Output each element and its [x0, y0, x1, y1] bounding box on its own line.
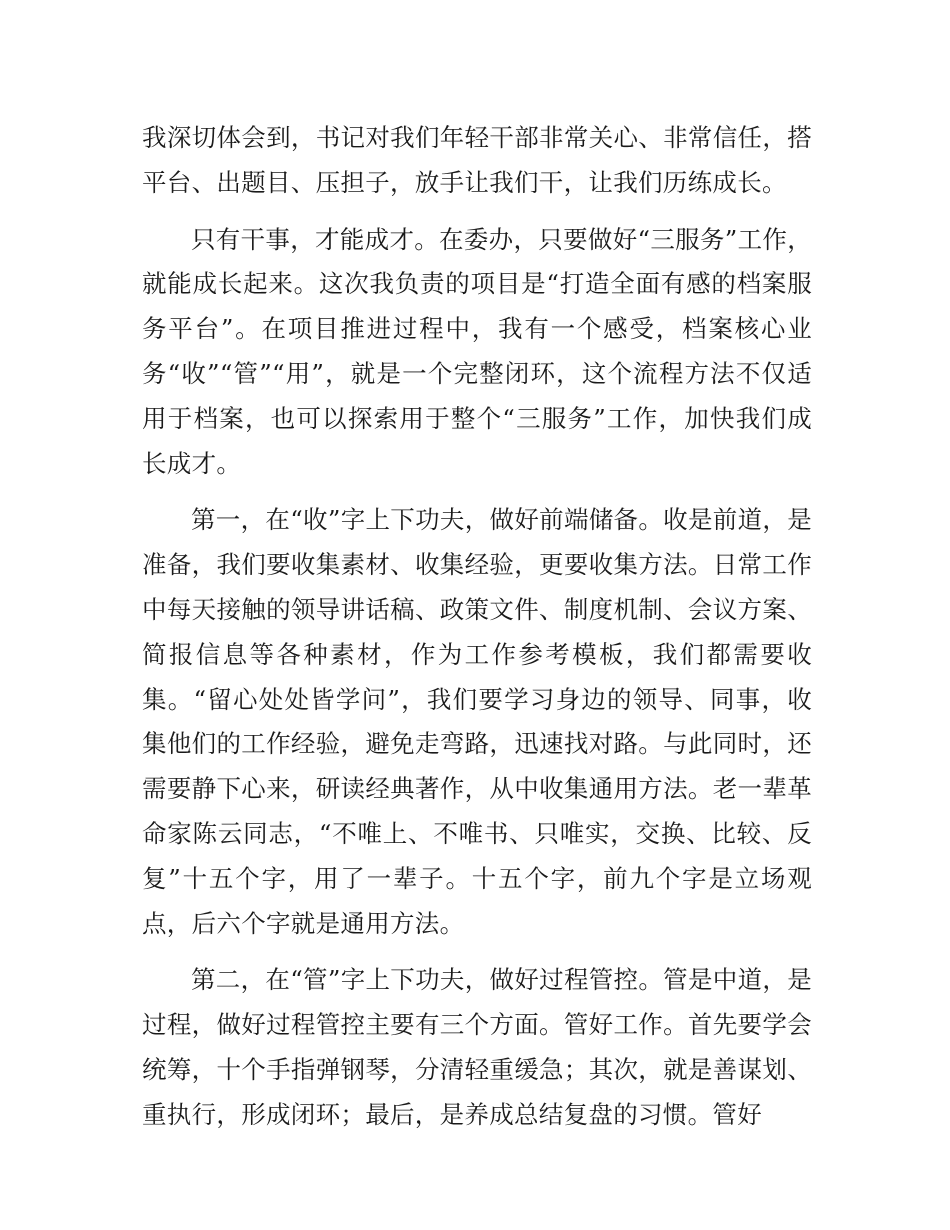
paragraph-3: 第一，在“收”字上下功夫，做好前端储备。收是前道，是准备，我们要收集素材、收集经验，更要收集方法。日常工作中每天接触的领导讲话稿、政策文件、制度机制、会议方案、简报信息等各种素材，作为工作参考模板，我们都需要收集。“留心处处皆学问”，我们要学习身边的领导、同事，收集他们的工作经验，避免走弯路，迅速找对路。与此同时，还需要静下心来，研读经典著作，从中收集通用方法。老一辈革命家陈云同志，“不唯上、不唯书、只唯实，交换、比较、反复”十五个字，用了一辈子。十五个字，前九个字是立场观点，后六个字就是通用方法。	[142, 505, 812, 938]
paragraph-4: 第二，在“管”字上下功夫，做好过程管控。管是中道，是过程，做好过程管控主要有三个方面。管好工作。首先要学会统筹，十个手指弹钢琴，分清轻重缓急；其次，就是善谋划、重执行，形成闭环；最后，是养成总结复盘的习惯。管好	[142, 965, 812, 1129]
paragraph-1: 我深切体会到，书记对我们年轻干部非常关心、非常信任，搭平台、出题目、压担子，放手让我们干，让我们历练成长。	[142, 123, 812, 197]
paragraph-2: 只有干事，才能成才。在委办，只要做好“三服务”工作，就能成长起来。这次我负责的项目是“打造全面有感的档案服务平台”。在项目推进过程中，我有一个感受，档案核心业务“收”“管”“用”，就是一个完整闭环，这个流程方法不仅适用于档案，也可以探索用于整个“三服务”工作，加快我们成长成才。	[142, 224, 812, 478]
document-body	[142, 116, 812, 1150]
